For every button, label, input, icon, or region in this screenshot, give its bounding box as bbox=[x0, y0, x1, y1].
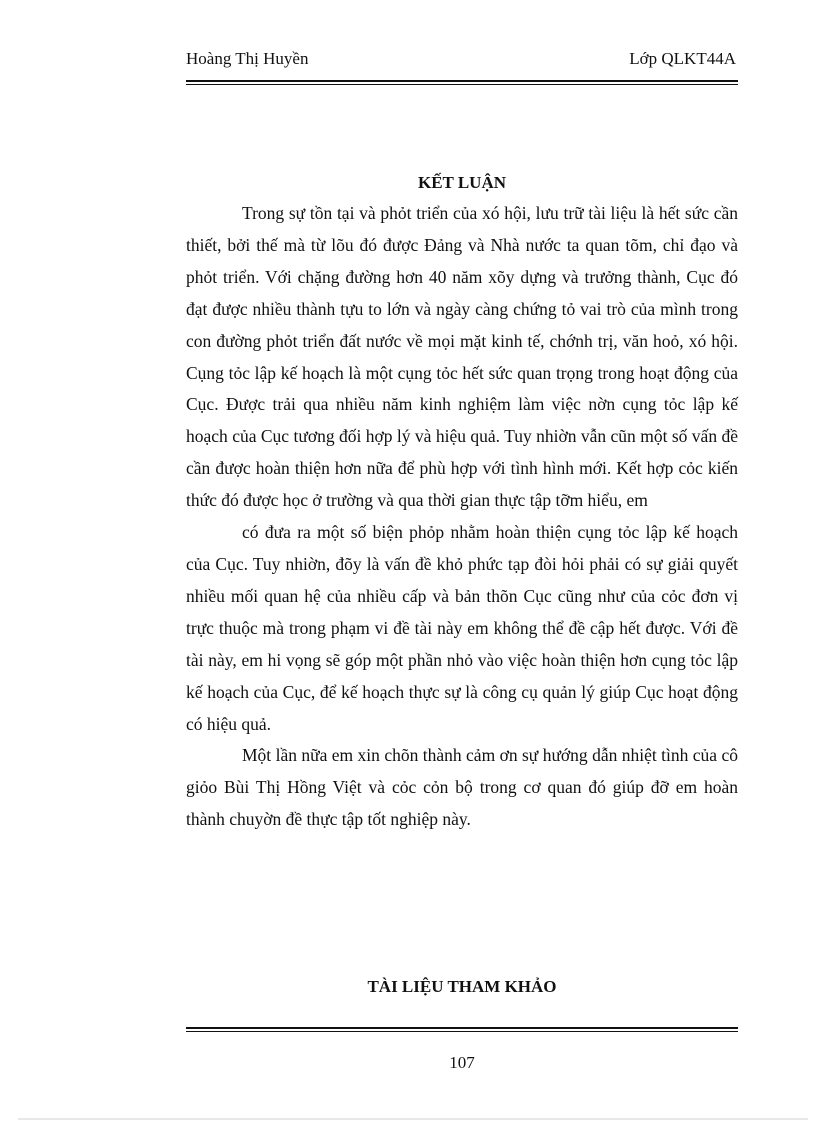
header-rule bbox=[186, 80, 738, 85]
conclusion-paragraph-3: Một lần nữa em xin chõn thành cảm ơn sự hướng dẫn nhiệt tình của cô giỏo Bùi Thị Hồng Việt và cỏc cỏn bộ trong cơ quan đó giúp đỡ em hoàn thành chuyờn đề thực tập tốt nghiệp này. bbox=[186, 745, 738, 830]
conclusion-paragraph-1: Trong sự tồn tại và phỏt triển của xó hội, lưu trữ tài liệu là hết sức cần thiết, bởi thế mà từ lõu đó được Đảng và Nhà nước ta quan tõm, chỉ đạo và phỏt triển. Với chặng đường hơn 40 năm xõy dựng và trưởng thành, Cục đó đạt được nhiều thành tựu to lớn và ngày càng chứng tỏ vai trò của mình trong con đường phỏt triển đất nước về mọi mặt kinh tế, chớnh trị, văn hoỏ, xó hội. Cụng tỏc lập kế hoạch là một cụng tỏc hết sức quan trọng trong hoạt động của Cục. Được trải qua nhiều năm kinh nghiệm làm việc nờn cụng tỏc lập kế hoạch của Cục tương đối hợp lý và hiệu quả. Tuy nhiờn vẫn cũn một số vấn đề cần được hoàn thiện hơn nữa để phù hợp với tình hình mới. Kết hợp cỏc kiến thức đó được học ở trường và qua thời gian thực tập tỡm hiểu, em bbox=[186, 203, 738, 511]
conclusion-title: KẾT LUẬN bbox=[417, 173, 506, 192]
page-edge bbox=[18, 1118, 808, 1120]
footer-rule bbox=[186, 1027, 738, 1032]
references-title: TÀI LIỆU THAM KHẢO bbox=[367, 977, 557, 996]
conclusion-body bbox=[186, 198, 738, 836]
header-author: Hoàng Thị Huyền bbox=[186, 49, 309, 68]
header-class: Lớp QLKT44A bbox=[629, 49, 736, 68]
page-number: 107 bbox=[449, 1053, 475, 1072]
conclusion-paragraph-2: có đưa ra một số biện phỏp nhằm hoàn thiện cụng tỏc lập kế hoạch của Cục. Tuy nhiờn, đõy là vấn đề khỏ phức tạp đòi hỏi phải có sự giải quyết nhiều mối quan hệ của nhiều cấp và bản thõn Cục cũng như của cỏc đơn vị trực thuộc mà trong phạm vi đề tài này em không thể đề cập hết được. Với đề tài này, em hi vọng sẽ góp một phần nhỏ vào việc hoàn thiện hơn cụng tỏc lập kế hoạch của Cục, để kế hoạch thực sự là công cụ quản lý giúp Cục hoạt động có hiệu quả. bbox=[186, 522, 738, 734]
